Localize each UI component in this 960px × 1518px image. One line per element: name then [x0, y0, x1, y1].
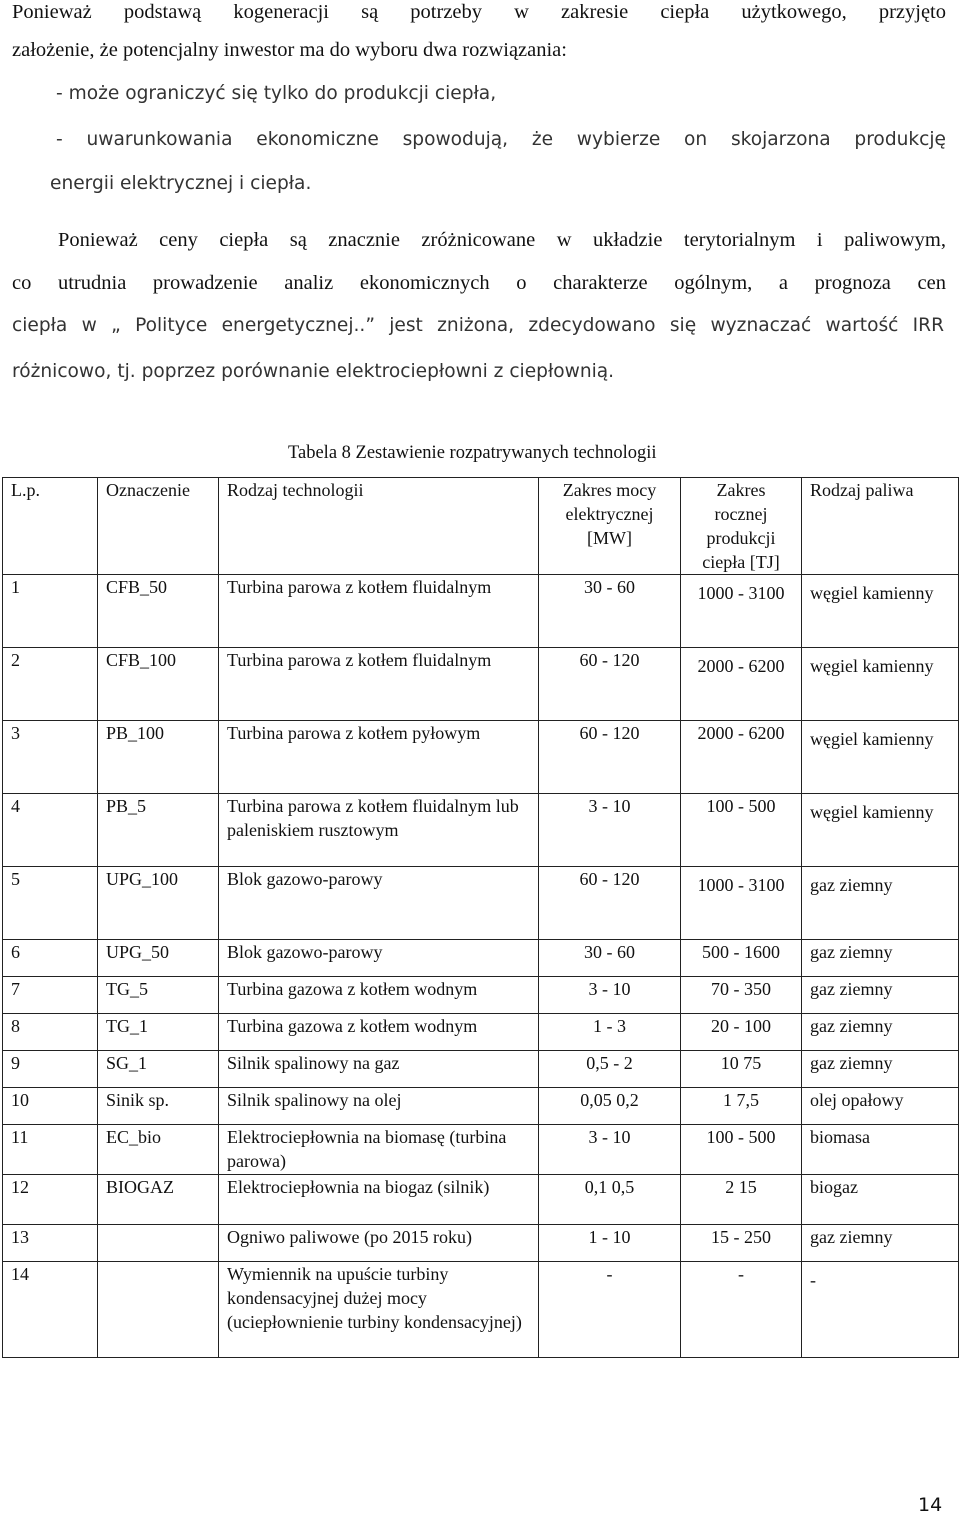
- cell-lp: 6: [3, 940, 98, 977]
- cell-technology: Elektrociepłownia na biomasę (turbina parowa): [219, 1125, 539, 1175]
- cell-lp: 4: [3, 794, 98, 867]
- paragraph-line-3: ciepła w „ Polityce energetycznej..” jest zniżona, zdecydowano się wyznaczać wartość IRR: [12, 315, 944, 336]
- cell-power-range: 0,05 0,2: [539, 1088, 681, 1125]
- cell-fuel: gaz ziemny: [802, 1225, 959, 1262]
- cell-code: EC_bio: [98, 1125, 219, 1175]
- cell-fuel: węgiel kamienny: [802, 575, 959, 648]
- cell-technology: Ogniwo paliwowe (po 2015 roku): [219, 1225, 539, 1262]
- cell-heat-range: 500 - 1600: [681, 940, 802, 977]
- cell-lp: 3: [3, 721, 98, 794]
- cell-technology: Turbina parowa z kotłem fluidalnym lub paleniskiem rusztowym: [219, 794, 539, 867]
- table-body: [3, 575, 959, 1358]
- cell-fuel: gaz ziemny: [802, 1014, 959, 1051]
- cell-power-range: 0,1 0,5: [539, 1175, 681, 1225]
- cell-fuel: węgiel kamienny: [802, 648, 959, 721]
- header-technology: Rodzaj technologii: [219, 478, 539, 575]
- cell-technology: Turbina gazowa z kotłem wodnym: [219, 1014, 539, 1051]
- table-row: [3, 575, 959, 648]
- cell-heat-range: 2000 - 6200: [681, 721, 802, 794]
- cell-fuel: -: [802, 1262, 959, 1358]
- intro-option-2-continued: energii elektrycznej i ciepła.: [50, 173, 312, 194]
- cell-code: TG_5: [98, 977, 219, 1014]
- cell-heat-range: 2000 - 6200: [681, 648, 802, 721]
- cell-power-range: -: [539, 1262, 681, 1358]
- cell-lp: 1: [3, 575, 98, 648]
- table-row: [3, 1014, 959, 1051]
- cell-fuel: gaz ziemny: [802, 940, 959, 977]
- intro-option-2: - uwarunkowania ekonomiczne spowodują, że wybierze on skojarzona produkcję: [56, 129, 946, 150]
- cell-lp: 11: [3, 1125, 98, 1175]
- cell-power-range: 1 - 10: [539, 1225, 681, 1262]
- table-row: [3, 977, 959, 1014]
- cell-power-range: 60 - 120: [539, 721, 681, 794]
- cell-code: PB_100: [98, 721, 219, 794]
- cell-code: [98, 1262, 219, 1358]
- intro-option-1: - może ograniczyć się tylko do produkcji ciepła,: [56, 83, 497, 104]
- paragraph-line-1: Ponieważ ceny ciepła są znacznie zróżnicowane w układzie terytorialnym i paliwowym,: [58, 229, 946, 251]
- cell-heat-range: 2 15: [681, 1175, 802, 1225]
- cell-heat-range: 1 7,5: [681, 1088, 802, 1125]
- table-row: [3, 867, 959, 940]
- cell-code: CFB_50: [98, 575, 219, 648]
- header-fuel: Rodzaj paliwa: [802, 478, 959, 575]
- cell-fuel: węgiel kamienny: [802, 794, 959, 867]
- table-row: [3, 648, 959, 721]
- cell-heat-range: -: [681, 1262, 802, 1358]
- cell-power-range: 3 - 10: [539, 794, 681, 867]
- table-row: [3, 1125, 959, 1175]
- intro-line-1: Ponieważ podstawą kogeneracji są potrzeby w zakresie ciepła użytkowego, przyjęto: [12, 1, 946, 23]
- cell-power-range: 1 - 3: [539, 1014, 681, 1051]
- table-row: [3, 1262, 959, 1358]
- cell-technology: Turbina gazowa z kotłem wodnym: [219, 977, 539, 1014]
- header-power-range: Zakres mocy elektrycznej [MW]: [539, 478, 681, 575]
- cell-code: SG_1: [98, 1051, 219, 1088]
- cell-code: [98, 1225, 219, 1262]
- cell-power-range: 60 - 120: [539, 867, 681, 940]
- cell-power-range: 0,5 - 2: [539, 1051, 681, 1088]
- cell-power-range: 30 - 60: [539, 940, 681, 977]
- cell-technology: Wymiennik na upuście turbiny kondensacyjnej dużej mocy (uciepłownienie turbiny kondensacyjnej): [219, 1262, 539, 1358]
- cell-power-range: 30 - 60: [539, 575, 681, 648]
- header-heat-range: Zakres rocznej produkcji ciepła [TJ]: [681, 478, 802, 575]
- cell-code: Sinik sp.: [98, 1088, 219, 1125]
- cell-technology: Elektrociepłownia na biogaz (silnik): [219, 1175, 539, 1225]
- paragraph-line-2: co utrudnia prowadzenie analiz ekonomicznych o charakterze ogólnym, a prognoza cen: [12, 272, 946, 294]
- cell-technology: Turbina parowa z kotłem pyłowym: [219, 721, 539, 794]
- cell-code: TG_1: [98, 1014, 219, 1051]
- table-row: [3, 1225, 959, 1262]
- cell-lp: 5: [3, 867, 98, 940]
- header-code: Oznaczenie: [98, 478, 219, 575]
- cell-technology: Turbina parowa z kotłem fluidalnym: [219, 575, 539, 648]
- cell-technology: Blok gazowo-parowy: [219, 867, 539, 940]
- cell-fuel: węgiel kamienny: [802, 721, 959, 794]
- cell-technology: Silnik spalinowy na gaz: [219, 1051, 539, 1088]
- cell-fuel: gaz ziemny: [802, 977, 959, 1014]
- intro-line-2: założenie, że potencjalny inwestor ma do wyboru dwa rozwiązania:: [12, 39, 567, 61]
- cell-power-range: 3 - 10: [539, 1125, 681, 1175]
- cell-lp: 7: [3, 977, 98, 1014]
- cell-technology: Blok gazowo-parowy: [219, 940, 539, 977]
- table-row: [3, 794, 959, 867]
- cell-lp: 8: [3, 1014, 98, 1051]
- cell-fuel: gaz ziemny: [802, 867, 959, 940]
- cell-code: UPG_100: [98, 867, 219, 940]
- cell-lp: 12: [3, 1175, 98, 1225]
- cell-fuel: biogaz: [802, 1175, 959, 1225]
- cell-fuel: gaz ziemny: [802, 1051, 959, 1088]
- cell-power-range: 3 - 10: [539, 977, 681, 1014]
- cell-power-range: 60 - 120: [539, 648, 681, 721]
- cell-technology: Turbina parowa z kotłem fluidalnym: [219, 648, 539, 721]
- technology-table: [2, 477, 959, 1358]
- table-row: [3, 1175, 959, 1225]
- cell-code: PB_5: [98, 794, 219, 867]
- table-caption: Tabela 8 Zestawienie rozpatrywanych technologii: [288, 443, 657, 463]
- cell-fuel: olej opałowy: [802, 1088, 959, 1125]
- cell-code: CFB_100: [98, 648, 219, 721]
- page-number: 14: [918, 1494, 943, 1516]
- cell-code: UPG_50: [98, 940, 219, 977]
- cell-lp: 9: [3, 1051, 98, 1088]
- cell-heat-range: 100 - 500: [681, 794, 802, 867]
- table-row: [3, 940, 959, 977]
- cell-heat-range: 1000 - 3100: [681, 867, 802, 940]
- cell-heat-range: 20 - 100: [681, 1014, 802, 1051]
- cell-lp: 10: [3, 1088, 98, 1125]
- paragraph-line-4: różnicowo, tj. poprzez porównanie elektrociepłowni z ciepłownią.: [12, 361, 615, 382]
- cell-heat-range: 10 75: [681, 1051, 802, 1088]
- table-row: [3, 1051, 959, 1088]
- table-row: [3, 721, 959, 794]
- cell-fuel: biomasa: [802, 1125, 959, 1175]
- cell-lp: 14: [3, 1262, 98, 1358]
- cell-code: BIOGAZ: [98, 1175, 219, 1225]
- table-row: [3, 1088, 959, 1125]
- cell-technology: Silnik spalinowy na olej: [219, 1088, 539, 1125]
- cell-heat-range: 1000 - 3100: [681, 575, 802, 648]
- cell-lp: 13: [3, 1225, 98, 1262]
- cell-lp: 2: [3, 648, 98, 721]
- cell-heat-range: 15 - 250: [681, 1225, 802, 1262]
- table-header-row: [3, 478, 959, 575]
- header-lp: L.p.: [3, 478, 98, 575]
- cell-heat-range: 100 - 500: [681, 1125, 802, 1175]
- cell-heat-range: 70 - 350: [681, 977, 802, 1014]
